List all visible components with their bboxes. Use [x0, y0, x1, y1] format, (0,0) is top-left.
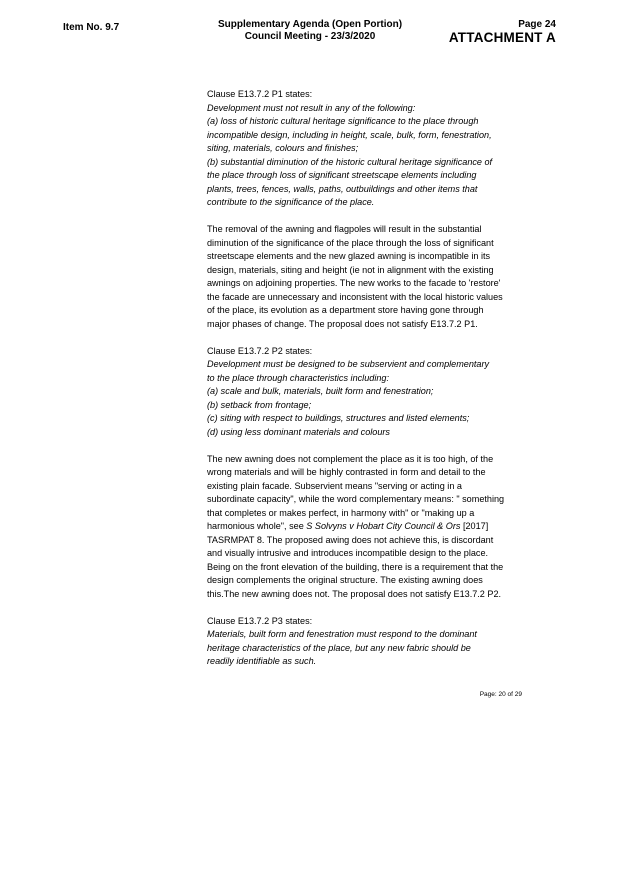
body-line: major phases of change. The proposal does not satisfy E13.7.2 P1. — [207, 318, 478, 329]
body-line — [207, 520, 527, 534]
clause-line: contribute to the significance of the place. — [207, 197, 375, 207]
meeting-date: Council Meeting - 23/3/2020 — [244, 31, 376, 42]
clause-p1-text — [207, 102, 527, 210]
clause-line: Materials, built form and fenestration must respond to the dominant — [207, 629, 477, 639]
footer-page-count: Page: 20 of 29 — [479, 691, 522, 698]
clause-p2-heading: Clause E13.7.2 P2 states: — [207, 345, 313, 356]
page-number: Page 24 — [518, 19, 556, 30]
body-line: of the place, its evolution as a department store having gone through — [207, 305, 484, 315]
body-line: and visually intrusive and introduces incompatible design to the place. — [207, 548, 489, 558]
clause-line: (d) using less dominant materials and colours — [207, 426, 390, 437]
clause-line: to the place through characteristics including: — [207, 372, 389, 383]
clause-p3-heading: Clause E13.7.2 P3 states: — [207, 615, 313, 626]
assessment-p1 — [207, 223, 527, 331]
header-title — [190, 19, 430, 43]
clause-line: the place through loss of significant streetscape elements including — [207, 170, 477, 180]
body-line: awnings on adjoining properties. The new works to the facade to 'restore' — [207, 278, 501, 288]
clause-line: Development must be designed to be subservient and complementary — [207, 359, 490, 369]
clause-line: Development must not result in any of the following: — [207, 102, 416, 113]
clause-p2-text — [207, 358, 527, 439]
body-line: existing plain facade. Subservient means "serving or acting in a — [207, 480, 462, 491]
clause-line: readily identifiable as such. — [207, 656, 317, 666]
document-body — [207, 88, 527, 669]
body-text: harmonious whole", see — [207, 521, 307, 531]
clause-line: (b) substantial diminution of the historic cultural heritage significance of — [207, 156, 493, 167]
clause-p1-heading: Clause E13.7.2 P1 states: — [207, 89, 313, 99]
clause-line: plants, trees, fences, walls, paths, outbuildings and other items that — [207, 183, 478, 194]
agenda-title: Supplementary Agenda (Open Portion) — [217, 19, 403, 30]
assessment-p2 — [207, 453, 527, 602]
clause-line: (a) scale and bulk, materials, built form and fenestration; — [207, 386, 434, 396]
body-line: The removal of the awning and flagpoles will result in the substantial — [207, 224, 482, 234]
body-line: The new awning does not complement the place as it is too high, of the — [207, 453, 494, 464]
body-line: that completes or makes perfect, in harmony with" or "making up a — [207, 507, 475, 518]
item-number: Item No. 9.7 — [63, 22, 120, 33]
body-line: streetscape elements and the new glazed awning is incompatible in its — [207, 251, 491, 261]
clause-p3-text — [207, 628, 527, 669]
body-line: TASRMPAT 8. The proposed awing does not achieve this, is discordant — [207, 534, 494, 545]
case-citation: S Solvyns v Hobart City Council & Ors — [306, 521, 461, 531]
body-line: Being on the front elevation of the building, there is a requirement that the — [207, 561, 504, 572]
clause-line: (a) loss of historic cultural heritage significance to the place through — [207, 116, 479, 126]
body-line: design complements the original structure. The existing awning does — [207, 575, 483, 585]
clause-line: siting, materials, colours and finishes; — [207, 143, 359, 153]
body-line: the facade are unnecessary and inconsistent with the local historic values — [207, 291, 503, 302]
header-page — [449, 19, 556, 45]
clause-line: (c) siting with respect to buildings, structures and listed elements; — [207, 413, 470, 423]
body-line: design, materials, siting and height (ie not in alignment with the existing — [207, 264, 494, 275]
body-line: subordinate capacity", while the word complementary means: " something — [207, 494, 505, 504]
body-line: diminution of the significance of the place through the loss of significant — [207, 237, 494, 248]
body-line: this.The new awning does not. The proposal does not satisfy E13.7.2 P2. — [207, 588, 502, 599]
body-text: [2017] — [460, 521, 489, 531]
attachment-label: ATTACHMENT A — [448, 30, 556, 45]
body-line: wrong materials and will be highly contrasted in form and detail to the — [207, 467, 486, 477]
clause-line: (b) setback from frontage; — [207, 399, 312, 410]
clause-line: incompatible design, including in height, scale, bulk, form, fenestration, — [207, 129, 492, 140]
clause-line: heritage characteristics of the place, but any new fabric should be — [207, 642, 471, 653]
